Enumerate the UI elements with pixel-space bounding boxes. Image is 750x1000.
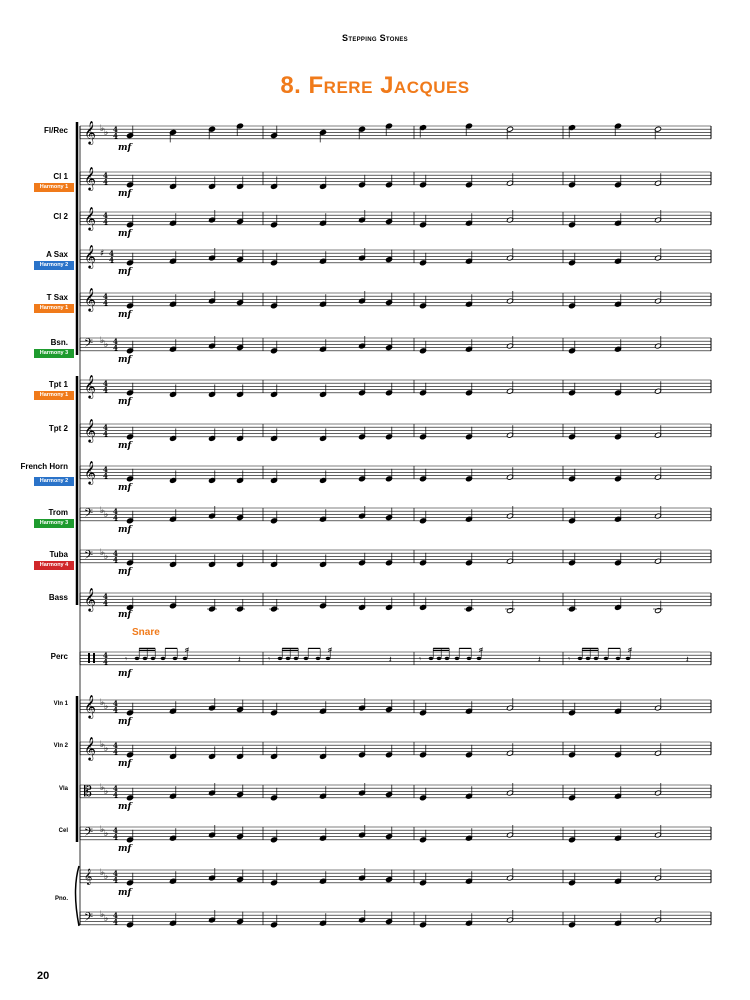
- dynamic-mark: mf: [118, 189, 132, 199]
- snare-note: [578, 657, 583, 660]
- instrument-label: French Horn: [20, 462, 68, 471]
- snare-note: [316, 657, 321, 660]
- instrument-label: Trom: [48, 508, 68, 517]
- staff-7: [80, 418, 711, 443]
- time-signature-top: 4: [103, 379, 108, 388]
- time-signature-bottom: 4: [103, 429, 108, 439]
- flat-sign: ♭: [104, 702, 109, 712]
- treble-clef: 𝄞: [84, 206, 96, 230]
- snare-note: [445, 657, 450, 660]
- staff-2: [80, 206, 711, 231]
- instrument-label: Bass: [48, 593, 68, 602]
- staff-15: [80, 783, 711, 801]
- snare-note: [467, 657, 472, 660]
- staff-8: [80, 460, 711, 485]
- dynamic-mark: mf: [118, 567, 132, 577]
- dynamic-mark: mf: [118, 355, 132, 365]
- eighth-rest: 𝄾: [568, 654, 571, 664]
- snare-note: [616, 657, 621, 660]
- flat-sign: ♭: [100, 910, 105, 920]
- time-signature-bottom: 4: [113, 790, 118, 800]
- flat-sign: ♭: [100, 868, 105, 878]
- time-signature-top: 4: [113, 869, 118, 878]
- time-signature-top: 4: [103, 292, 108, 301]
- time-signature-bottom: 4: [113, 747, 118, 757]
- flat-sign: ♭: [100, 548, 105, 558]
- time-signature-top: 4: [113, 826, 118, 835]
- book-title: Stepping Stones: [342, 33, 408, 43]
- snare-note: [304, 657, 309, 660]
- grand-clef: 𝄞: [84, 869, 93, 885]
- treble-clef: 𝄞: [84, 694, 96, 718]
- snare-note: [604, 657, 609, 660]
- instrument-label: Vln 1: [53, 701, 68, 707]
- treble-clef: 𝄞: [84, 418, 96, 442]
- time-signature-bottom: 4: [113, 705, 118, 715]
- staff-piano-bass: [80, 910, 711, 928]
- snare-note: [135, 657, 140, 660]
- harmony-badge: Harmony 3: [34, 519, 74, 528]
- dynamic-mark: mf: [118, 143, 132, 153]
- time-signature-top: 4: [113, 507, 118, 516]
- page-number: 20: [37, 970, 50, 982]
- treble-clef: 𝄞: [84, 287, 96, 311]
- staff-1: [80, 166, 711, 191]
- treble-clef: 𝄞: [84, 460, 96, 484]
- piano-brace: [76, 866, 80, 926]
- harmony-badge: Harmony 2: [34, 477, 74, 486]
- harmony-badge: Harmony 1: [34, 183, 74, 192]
- staff-0: [80, 120, 711, 145]
- snare-note: [183, 657, 188, 660]
- dynamic-mark: mf: [118, 888, 132, 898]
- snare-note: [161, 657, 166, 660]
- time-signature-top: 4: [113, 911, 118, 920]
- eighth-rest: 𝄾: [268, 654, 271, 664]
- song-title: 8. Frere Jacques: [280, 72, 470, 99]
- time-signature-top: 4: [103, 211, 108, 220]
- snare-note: [326, 657, 331, 660]
- bass-clef: 𝄢: [84, 507, 94, 523]
- dynamic-mark: mf: [118, 610, 132, 620]
- instrument-label: Vln 2: [53, 743, 68, 749]
- dynamic-mark: mf: [118, 844, 132, 854]
- flat-sign: ♭: [100, 124, 105, 134]
- snare-note: [294, 657, 299, 660]
- treble-clef: 𝄞: [84, 120, 96, 144]
- snare-note: [278, 657, 283, 660]
- time-signature-top: 4: [103, 592, 108, 601]
- time-signature-top: 4: [103, 651, 108, 660]
- treble-clef: 𝄞: [84, 736, 96, 760]
- time-signature-bottom: 4: [103, 598, 108, 608]
- flat-sign: ♭: [104, 914, 109, 924]
- time-signature-top: 4: [113, 337, 118, 346]
- flat-sign: ♭: [100, 698, 105, 708]
- time-signature-top: 4: [113, 549, 118, 558]
- harmony-badge: Harmony 4: [34, 561, 74, 570]
- dynamic-mark: mf: [118, 759, 132, 769]
- dynamic-mark: mf: [118, 267, 132, 277]
- treble-clef: 𝄞: [84, 166, 96, 190]
- flat-sign: ♭: [104, 552, 109, 562]
- snare-note: [586, 657, 591, 660]
- time-signature-top: 4: [113, 125, 118, 134]
- instrument-label: T Sax: [46, 293, 68, 302]
- time-signature-bottom: 4: [103, 298, 108, 308]
- time-signature-bottom: 4: [103, 471, 108, 481]
- alto-clef: 𝄡: [84, 784, 92, 800]
- flat-sign: ♭: [104, 340, 109, 350]
- instrument-label: Vla: [58, 786, 68, 792]
- instrument-label: Bsn.: [50, 338, 68, 347]
- time-signature-bottom: 4: [113, 832, 118, 842]
- snare-note: [286, 657, 291, 660]
- time-signature-bottom: 4: [113, 555, 118, 565]
- staff-12: [80, 648, 711, 667]
- snare-note: [437, 657, 442, 660]
- bass-clef: 𝄢: [84, 549, 94, 565]
- time-signature-top: 4: [113, 784, 118, 793]
- snare-note: [173, 657, 178, 660]
- dynamic-mark: mf: [118, 483, 132, 493]
- flat-sign: ♭: [100, 783, 105, 793]
- dynamic-mark: mf: [118, 310, 132, 320]
- time-signature-top: 4: [113, 699, 118, 708]
- quarter-rest: 𝄽: [686, 655, 689, 666]
- staff-13: [80, 694, 711, 719]
- harmony-badge: Harmony 2: [34, 261, 74, 270]
- percussion-clef: [88, 653, 90, 663]
- flat-sign: ♭: [104, 787, 109, 797]
- flat-sign: ♭: [104, 510, 109, 520]
- staff-4: [80, 287, 711, 312]
- time-signature-bottom: 4: [103, 177, 108, 187]
- time-signature-top: 4: [103, 423, 108, 432]
- time-signature-bottom: 4: [109, 255, 114, 265]
- instrument-label: Tpt 2: [48, 424, 68, 433]
- flat-sign: ♭: [104, 744, 109, 754]
- dynamic-mark: mf: [118, 525, 132, 535]
- snare-note: [151, 657, 156, 660]
- staff-16: [80, 825, 711, 843]
- harmony-badge: Harmony 1: [34, 304, 74, 313]
- time-signature-top: 4: [113, 741, 118, 750]
- dynamic-mark: mf: [118, 441, 132, 451]
- treble-clef: 𝄞: [84, 374, 96, 398]
- percussion-clef: [93, 653, 95, 663]
- instrument-label: Tpt 1: [48, 380, 68, 389]
- flat-sign: ♭: [104, 872, 109, 882]
- time-signature-bottom: 4: [103, 385, 108, 395]
- snare-note: [455, 657, 460, 660]
- instrument-label: Cel: [58, 828, 68, 834]
- snare-note: [429, 657, 434, 660]
- staff-14: [80, 736, 711, 761]
- instrument-label: Perc: [50, 652, 68, 661]
- instrument-label: Cl 2: [53, 212, 68, 221]
- bass-clef: 𝄢: [84, 911, 94, 927]
- instrument-label: Pno.: [55, 896, 68, 902]
- flat-sign: ♭: [104, 128, 109, 138]
- quarter-rest: 𝄽: [538, 655, 541, 666]
- time-signature-bottom: 4: [113, 131, 118, 141]
- flat-sign: ♭: [100, 740, 105, 750]
- time-signature-bottom: 4: [103, 217, 108, 227]
- time-signature-top: 4: [109, 249, 114, 258]
- harmony-badge: Harmony 3: [34, 349, 74, 358]
- time-signature-bottom: 4: [103, 657, 108, 667]
- snare-annotation: Snare: [132, 627, 160, 638]
- staff-3: [80, 244, 711, 269]
- dynamic-mark: mf: [118, 229, 132, 239]
- staff-5: [80, 336, 711, 354]
- snare-note: [594, 657, 599, 660]
- eighth-rest: 𝄾: [419, 654, 422, 664]
- flat-sign: ♭: [100, 506, 105, 516]
- bass-clef: 𝄢: [84, 826, 94, 842]
- treble-clef: 𝄞: [84, 587, 96, 611]
- flat-sign: ♭: [100, 825, 105, 835]
- instrument-label: A Sax: [46, 250, 68, 259]
- staff-17: [80, 868, 711, 886]
- dynamic-mark: mf: [118, 802, 132, 812]
- flat-sign: ♭: [100, 336, 105, 346]
- time-signature-bottom: 4: [113, 917, 118, 927]
- staff-11: [80, 587, 711, 614]
- treble-clef: 𝄞: [84, 244, 96, 268]
- instrument-label: Fl/Rec: [43, 126, 68, 135]
- snare-note: [477, 657, 482, 660]
- dynamic-mark: mf: [118, 669, 132, 679]
- eighth-rest: 𝄾: [125, 654, 128, 664]
- staff-9: [80, 506, 711, 524]
- quarter-rest: 𝄽: [389, 655, 392, 666]
- sharp-sign: ♯: [100, 249, 105, 259]
- flat-sign: ♭: [104, 829, 109, 839]
- staff-10: [80, 548, 711, 567]
- time-signature-top: 4: [103, 171, 108, 180]
- time-signature-bottom: 4: [113, 513, 118, 523]
- time-signature-bottom: 4: [113, 875, 118, 885]
- time-signature-bottom: 4: [113, 343, 118, 353]
- snare-note: [626, 657, 631, 660]
- dynamic-mark: mf: [118, 717, 132, 727]
- staff-6: [80, 374, 711, 399]
- snare-note: [143, 657, 148, 660]
- dynamic-mark: mf: [118, 397, 132, 407]
- instrument-label: Tuba: [49, 550, 68, 559]
- bass-clef: 𝄢: [84, 337, 94, 353]
- time-signature-top: 4: [103, 465, 108, 474]
- quarter-rest: 𝄽: [238, 655, 241, 666]
- harmony-badge: Harmony 1: [34, 391, 74, 400]
- instrument-label: Cl 1: [53, 172, 68, 181]
